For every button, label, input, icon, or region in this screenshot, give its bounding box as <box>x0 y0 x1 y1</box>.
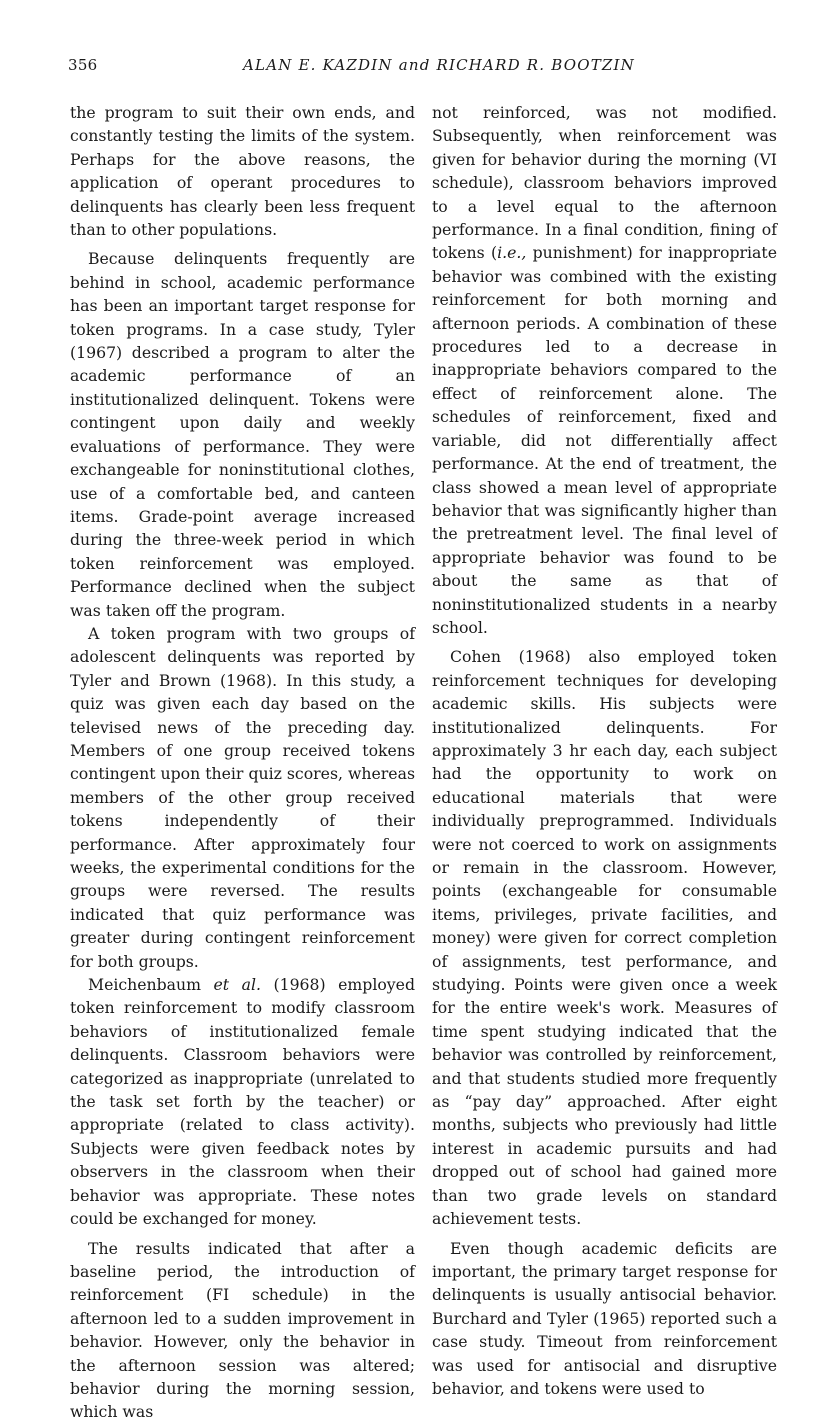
paragraph <box>70 973 415 1230</box>
paragraph: Even though academic deficits are important, the primary target response for delinquents is usually antisocial behavior. Burchard and Tyler (1965) reported such a case study. Timeout from reinforcement was used for antisocial and disruptive behavior, and tokens were used to <box>432 1238 777 1398</box>
paragraph: the program to suit their own ends, and constantly testing the limits of the system. Perhaps for the above reasons, the application of operant procedures to delinquents has clearly been less frequent than to other populations. <box>70 103 415 240</box>
paragraph: Because delinquents frequently are behind in school, academic performance has been an important target response for token programs. In a case study, Tyler (1967) described a program to alter the academic performance of an institutionalized delinquent. Tokens were contingent upon daily and weekly evaluations of performance. They were exchangeable for noninstitutional clothes, use of a comfortable bed, and canteen items. Grade-point average increased during the three-week period in which token reinforcement was employed. Performance declined when the subject was taken off the program. <box>70 249 415 620</box>
page-header <box>68 56 778 82</box>
paragraph: A token program with two groups of adolescent delinquents was reported by Tyler and Brown (1968). In this study, a quiz was given each day based on the televised news of the preceding day. Members of one group received tokens contingent upon their quiz scores, whereas members of the other group received tokens independently of their performance. After approximately four weeks, the experimental conditions for the groups were reversed. The results indicated that quiz performance was greater during contingent reinforcement for both groups. <box>70 623 415 971</box>
italic-text: et al. <box>213 975 261 995</box>
paragraph-text: (1968) employed token reinforcement to modify classroom behaviors of institutionalized female delinquents. Classroom behaviors were categorized as inappropriate (unrelated to the task set forth by the teacher) or appropriate (related to class activity). Subjects were given feedback notes by observers in the classroom when their behavior was appropriate. These notes could be exchanged for money. <box>70 975 415 1229</box>
paragraph: Cohen (1968) also employed token reinforcement techniques for developing academic skills. His subjects were institutionalized delinquents. For approximately 3 hr each day, each subject had the opportunity to work on educational materials that were individually preprogrammed. Individuals were not coerced to work on assignments or remain in the classroom. However, points (exchangeable for consumable items, privileges, private facilities, and money) were given for correct completion of assignments, test performance, and studying. Points were given once a week for the entire week's work. Measures of time spent studying indicated that the behavior was controlled by reinforcement, and that students studied more frequently as “pay day” approached. After eight months, subjects who previously had little interest in academic pursuits and had dropped out of school had gained more than two grade levels on standard achievement tests. <box>432 647 777 1229</box>
paragraph-text: punishment) for inappropriate behavior was combined with the existing reinforcement for both morning and afternoon periods. A combination of these procedures led to a decrease in inappropriate behaviors compared to the effect of reinforcement alone. The schedules of reinforcement, fixed and variable, did not differentially affect performance. At the end of treatment, the class showed a mean level of appropriate behavior that was significantly higher than the pretreatment level. The final level of appropriate behavior was found to be about the same as that of noninstitutionalized students in a nearby school. <box>432 243 777 637</box>
paragraph <box>432 101 777 639</box>
left-column <box>70 101 415 1424</box>
page-number: 356 <box>68 56 98 74</box>
paragraph: The results indicated that after a baseline period, the introduction of reinforcement (FI schedule) in the afternoon led to a sudden improvement in behavior. However, only the behavior in the afternoon session was altered; behavior during the morning session, which was <box>70 1238 415 1422</box>
running-head: ALAN E. KAZDIN and RICHARD R. BOOTZIN <box>243 56 635 74</box>
paragraph-text: Meichenbaum <box>88 975 214 995</box>
right-column <box>432 101 777 1400</box>
paragraph-text: not reinforced, was not modified. Subsequently, when reinforcement was given for behavior during the morning (VI schedule), classroom behaviors improved to a level equal to the afternoon performance. In a final condition, fining of tokens ( <box>432 103 777 263</box>
italic-text: i.e., <box>497 243 527 263</box>
